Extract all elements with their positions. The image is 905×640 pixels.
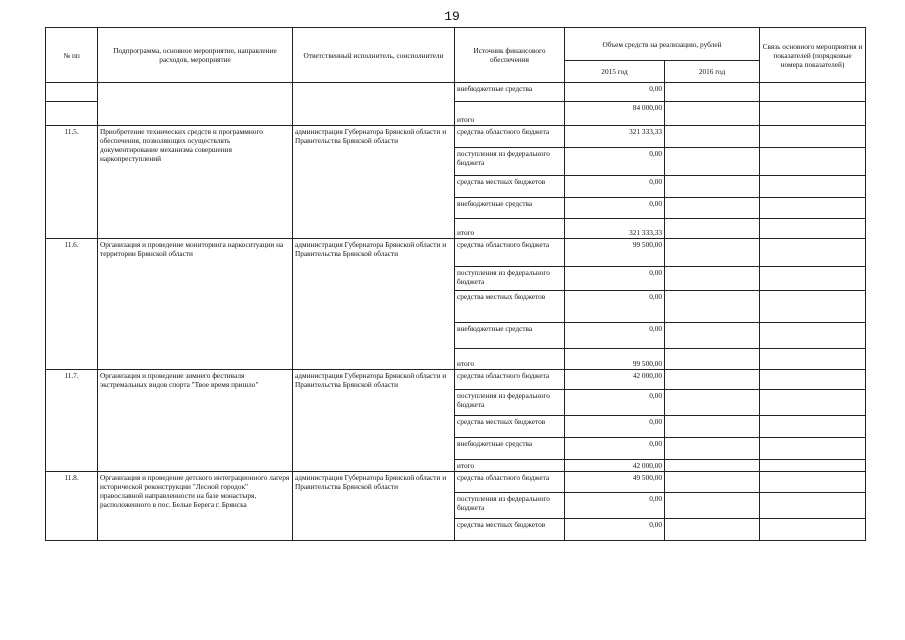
table-row bbox=[46, 370, 866, 390]
executor-cell: администрация Губернатора Брянской области и Правительства Брянской области bbox=[293, 239, 455, 370]
budget-table bbox=[45, 27, 866, 541]
executor-cell bbox=[293, 83, 455, 126]
value-2016-cell bbox=[665, 493, 760, 519]
link-cell bbox=[760, 102, 866, 126]
value-2015-cell: 0,00 bbox=[565, 291, 665, 323]
link-cell bbox=[760, 176, 866, 198]
executor-cell: администрация Губернатора Брянской области и Правительства Брянской области bbox=[293, 126, 455, 239]
value-2015-cell: 0,00 bbox=[565, 519, 665, 541]
link-cell bbox=[760, 460, 866, 472]
table-row bbox=[46, 83, 866, 102]
link-cell bbox=[760, 83, 866, 102]
num-cell bbox=[46, 102, 98, 126]
value-2015-cell: 0,00 bbox=[565, 267, 665, 291]
value-2016-cell bbox=[665, 370, 760, 390]
value-2016-cell bbox=[665, 83, 760, 102]
value-2016-cell bbox=[665, 472, 760, 493]
value-2015-cell: 0,00 bbox=[565, 83, 665, 102]
link-cell bbox=[760, 267, 866, 291]
value-2015-cell: 0,00 bbox=[565, 148, 665, 176]
source-cell: внебюджетные средства bbox=[455, 438, 565, 460]
name-cell bbox=[98, 83, 293, 126]
source-cell: средства местных бюджетов bbox=[455, 519, 565, 541]
value-2015-cell: 0,00 bbox=[565, 198, 665, 219]
value-2016-cell bbox=[665, 416, 760, 438]
link-cell bbox=[760, 370, 866, 390]
link-cell bbox=[760, 519, 866, 541]
source-cell: поступления из федерального бюджета bbox=[455, 267, 565, 291]
link-cell bbox=[760, 349, 866, 370]
num-cell: 11.6. bbox=[46, 239, 98, 370]
num-cell: 11.7. bbox=[46, 370, 98, 472]
value-2015-cell: 321 333,33 bbox=[565, 126, 665, 148]
header-executor: Ответственный исполнитель, соисполнители bbox=[293, 28, 455, 83]
value-2015-total-cell: 84 000,00 bbox=[565, 102, 665, 126]
value-2016-cell bbox=[665, 349, 760, 370]
link-cell bbox=[760, 198, 866, 219]
name-cell: Организация и проведение мониторинга наркоситуации на территории Брянской области bbox=[98, 239, 293, 370]
table-row bbox=[46, 472, 866, 493]
value-2016-cell bbox=[665, 291, 760, 323]
value-2016-cell bbox=[665, 438, 760, 460]
source-cell: поступления из федерального бюджета bbox=[455, 390, 565, 416]
source-total-cell: итого bbox=[455, 102, 565, 126]
source-cell: поступления из федерального бюджета bbox=[455, 493, 565, 519]
source-total-cell: итого bbox=[455, 460, 565, 472]
link-cell bbox=[760, 438, 866, 460]
name-cell: Организация и проведение детского интеграционного лагеря исторической реконструкции "Лесной городок" православной направленности на базе монастыря, расположенного в пос. Белые Берега г. Брянска bbox=[98, 472, 293, 541]
source-cell: поступления из федерального бюджета bbox=[455, 148, 565, 176]
value-2016-cell bbox=[665, 267, 760, 291]
value-2015-cell: 49 500,00 bbox=[565, 472, 665, 493]
link-cell bbox=[760, 390, 866, 416]
link-cell bbox=[760, 148, 866, 176]
value-2015-cell: 0,00 bbox=[565, 323, 665, 349]
header-volume: Объем средств на реализацию, рублей bbox=[565, 28, 760, 61]
value-2016-cell bbox=[665, 126, 760, 148]
value-2015-total-cell: 321 333,33 bbox=[565, 219, 665, 239]
value-2016-cell bbox=[665, 148, 760, 176]
link-cell bbox=[760, 493, 866, 519]
link-cell bbox=[760, 416, 866, 438]
header-num: № пп bbox=[46, 28, 98, 83]
source-cell: средства областного бюджета bbox=[455, 472, 565, 493]
value-2016-cell bbox=[665, 102, 760, 126]
name-cell: Приобретение технических средств и программного обеспечения, позволяющих осуществлять документирование механизма совершения наркопреступлений bbox=[98, 126, 293, 239]
header-name: Подпрограмма, основное мероприятие, направление расходов, мероприятие bbox=[98, 28, 293, 83]
num-cell: 11.5. bbox=[46, 126, 98, 239]
value-2016-cell bbox=[665, 198, 760, 219]
source-cell: внебюджетные средства bbox=[455, 83, 565, 102]
value-2015-cell: 0,00 bbox=[565, 416, 665, 438]
page-number: 19 bbox=[444, 9, 460, 24]
source-cell: внебюджетные средства bbox=[455, 198, 565, 219]
header-year-2015: 2015 год bbox=[565, 61, 665, 83]
value-2015-cell: 0,00 bbox=[565, 493, 665, 519]
value-2016-cell bbox=[665, 323, 760, 349]
table-body bbox=[46, 83, 866, 541]
link-cell bbox=[760, 126, 866, 148]
link-cell bbox=[760, 219, 866, 239]
source-total-cell: итого bbox=[455, 219, 565, 239]
link-cell bbox=[760, 291, 866, 323]
source-cell: средства областного бюджета bbox=[455, 126, 565, 148]
link-cell bbox=[760, 239, 866, 267]
source-cell: средства областного бюджета bbox=[455, 370, 565, 390]
header-year-2016: 2016 год bbox=[665, 61, 760, 83]
num-cell bbox=[46, 83, 98, 102]
executor-cell: администрация Губернатора Брянской области и Правительства Брянской области bbox=[293, 370, 455, 472]
executor-cell: администрация Губернатора Брянской области и Правительства Брянской области bbox=[293, 472, 455, 541]
value-2015-cell: 42 000,00 bbox=[565, 370, 665, 390]
value-2016-cell bbox=[665, 239, 760, 267]
source-total-cell: итого bbox=[455, 349, 565, 370]
value-2015-total-cell: 42 000,00 bbox=[565, 460, 665, 472]
table-row bbox=[46, 126, 866, 148]
header-source: Источник финансового обеспечения bbox=[455, 28, 565, 83]
source-cell: средства местных бюджетов bbox=[455, 291, 565, 323]
value-2016-cell bbox=[665, 460, 760, 472]
source-cell: внебюджетные средства bbox=[455, 323, 565, 349]
value-2015-cell: 0,00 bbox=[565, 176, 665, 198]
value-2016-cell bbox=[665, 219, 760, 239]
value-2016-cell bbox=[665, 519, 760, 541]
value-2015-cell: 0,00 bbox=[565, 390, 665, 416]
value-2015-total-cell: 99 500,00 bbox=[565, 349, 665, 370]
name-cell: Организация и проведение зимнего фестиваля экстремальных видов спорта "Твое время пришло" bbox=[98, 370, 293, 472]
num-cell: 11.8. bbox=[46, 472, 98, 541]
value-2015-cell: 99 500,00 bbox=[565, 239, 665, 267]
source-cell: средства местных бюджетов bbox=[455, 176, 565, 198]
value-2016-cell bbox=[665, 390, 760, 416]
source-cell: средства местных бюджетов bbox=[455, 416, 565, 438]
table-row bbox=[46, 239, 866, 267]
value-2015-cell: 0,00 bbox=[565, 438, 665, 460]
source-cell: средства областного бюджета bbox=[455, 239, 565, 267]
link-cell bbox=[760, 472, 866, 493]
link-cell bbox=[760, 323, 866, 349]
header-link: Связь основного мероприятия и показателей (порядковые номера показателей) bbox=[760, 28, 866, 83]
value-2016-cell bbox=[665, 176, 760, 198]
